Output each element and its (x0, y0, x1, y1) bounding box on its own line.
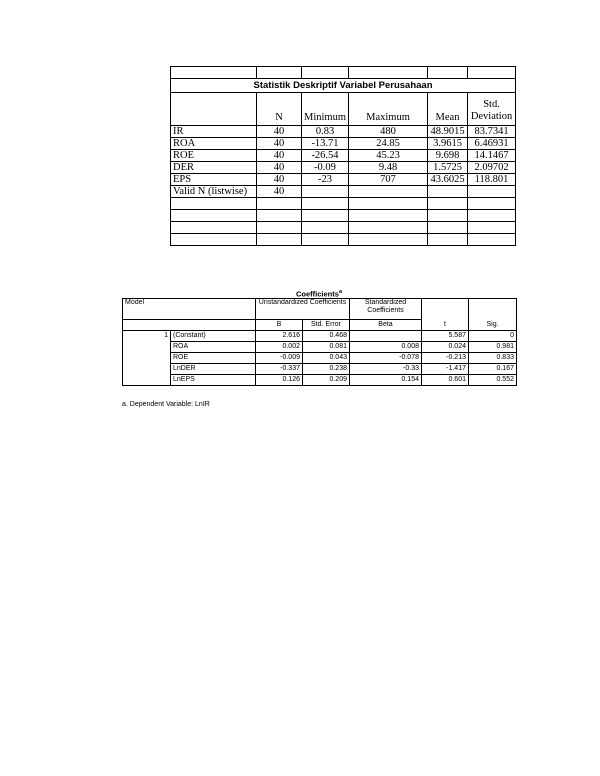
header-beta: Beta (350, 320, 422, 331)
header-sig: Sig. (469, 299, 517, 331)
row-label: IR (171, 126, 257, 138)
cell-mean: 3.9615 (428, 138, 468, 150)
cell-n: 40 (257, 186, 302, 198)
cell-n: 40 (257, 138, 302, 150)
descriptive-statistics-table (170, 66, 516, 246)
row-label: EPS (171, 174, 257, 186)
cell-beta (350, 331, 422, 342)
header-standardized: Standardized Coefficients (350, 299, 422, 320)
cell-min: 0.83 (302, 126, 349, 138)
cell-max: 480 (349, 126, 428, 138)
table-row (123, 364, 517, 375)
cell-mean (428, 186, 468, 198)
cell-t: 0.601 (422, 375, 469, 386)
table-row (171, 186, 516, 198)
coefficients-title-superscript: a (338, 289, 342, 295)
empty-row (171, 67, 516, 79)
cell-n: 40 (257, 162, 302, 174)
cell-t: -0.213 (422, 353, 469, 364)
coefficients-footnote: a. Dependent Variable: LnIR (122, 401, 210, 408)
predictor-name: LnDER (171, 364, 256, 375)
cell-mean: 1.5725 (428, 162, 468, 174)
cell-std-error: 0.081 (303, 342, 350, 353)
cell-std: 2.09702 (468, 162, 516, 174)
cell-std (468, 186, 516, 198)
cell-min: -0.09 (302, 162, 349, 174)
header-std-line2: Deviation (470, 111, 513, 122)
cell-std: 118.801 (468, 174, 516, 186)
table-row (171, 138, 516, 150)
cell-b: 0.002 (256, 342, 303, 353)
cell-max: 24.85 (349, 138, 428, 150)
empty-row (171, 210, 516, 222)
cell-beta: 0.154 (350, 375, 422, 386)
coefficients-table (122, 298, 517, 386)
header-mean: Mean (428, 93, 468, 126)
table-row (123, 331, 517, 342)
cell-beta: 0.008 (350, 342, 422, 353)
cell-max: 707 (349, 174, 428, 186)
cell-n: 40 (257, 150, 302, 162)
coefficients-title (122, 288, 516, 299)
header-n: N (257, 93, 302, 126)
header-std-error: Std. Error (303, 320, 350, 331)
header-std-line1: Std. (483, 99, 500, 110)
cell-std: 83.7341 (468, 126, 516, 138)
empty-row (171, 222, 516, 234)
cell-b: 2.616 (256, 331, 303, 342)
cell-t: 5.587 (422, 331, 469, 342)
empty-row (171, 234, 516, 246)
cell-sig: 0.552 (469, 375, 517, 386)
row-label: ROE (171, 150, 257, 162)
cell-min (302, 186, 349, 198)
cell-max (349, 186, 428, 198)
cell-mean: 48.9015 (428, 126, 468, 138)
cell-sig: 0 (469, 331, 517, 342)
header-unstandardized: Unstandardized Coefficients (256, 299, 350, 320)
cell-sig: 0.167 (469, 364, 517, 375)
cell-min: -13.71 (302, 138, 349, 150)
coef-header-row-1 (123, 299, 517, 320)
cell-beta: -0.078 (350, 353, 422, 364)
descriptive-table-title: Statistik Deskriptif Variabel Perusahaan (171, 79, 516, 93)
table-row (171, 174, 516, 186)
cell-std-error: 0.209 (303, 375, 350, 386)
cell-min: -23 (302, 174, 349, 186)
header-model-blank (123, 320, 256, 331)
cell-std: 6.46931 (468, 138, 516, 150)
predictor-name: LnEPS (171, 375, 256, 386)
cell-mean: 9.698 (428, 150, 468, 162)
cell-n: 40 (257, 126, 302, 138)
cell-max: 45.23 (349, 150, 428, 162)
predictor-name: ROE (171, 353, 256, 364)
cell-b: -0.337 (256, 364, 303, 375)
cell-min: -26.54 (302, 150, 349, 162)
table-row (171, 150, 516, 162)
row-label: ROA (171, 138, 257, 150)
cell-n: 40 (257, 174, 302, 186)
cell-sig: 0.833 (469, 353, 517, 364)
table-row (171, 162, 516, 174)
cell-mean: 43.6025 (428, 174, 468, 186)
header-b: B (256, 320, 303, 331)
table-row (171, 126, 516, 138)
table-row (123, 375, 517, 386)
empty-row (171, 198, 516, 210)
header-row (171, 93, 516, 126)
cell-b: -0.009 (256, 353, 303, 364)
table-row (123, 353, 517, 364)
cell-std: 14.1467 (468, 150, 516, 162)
predictor-name: (Constant) (171, 331, 256, 342)
cell-sig: 0.981 (469, 342, 517, 353)
header-std-deviation (468, 93, 516, 126)
row-label: DER (171, 162, 257, 174)
cell-std-error: 0.468 (303, 331, 350, 342)
row-label: Valid N (listwise) (171, 186, 257, 198)
predictor-name: ROA (171, 342, 256, 353)
header-model: Model (123, 299, 256, 320)
cell-t: 0.024 (422, 342, 469, 353)
cell-b: 0.126 (256, 375, 303, 386)
cell-std-error: 0.238 (303, 364, 350, 375)
cell-max: 9.48 (349, 162, 428, 174)
coefficients-title-text: Coefficients (296, 289, 339, 299)
cell-t: -1.417 (422, 364, 469, 375)
header-label (171, 93, 257, 126)
table-row (123, 342, 517, 353)
table-title-row (171, 79, 516, 93)
model-number: 1 (123, 331, 171, 386)
header-minimum: Minimum (302, 93, 349, 126)
header-maximum: Maximum (349, 93, 428, 126)
cell-std-error: 0.043 (303, 353, 350, 364)
cell-beta: -0.33 (350, 364, 422, 375)
header-t: t (422, 299, 469, 331)
